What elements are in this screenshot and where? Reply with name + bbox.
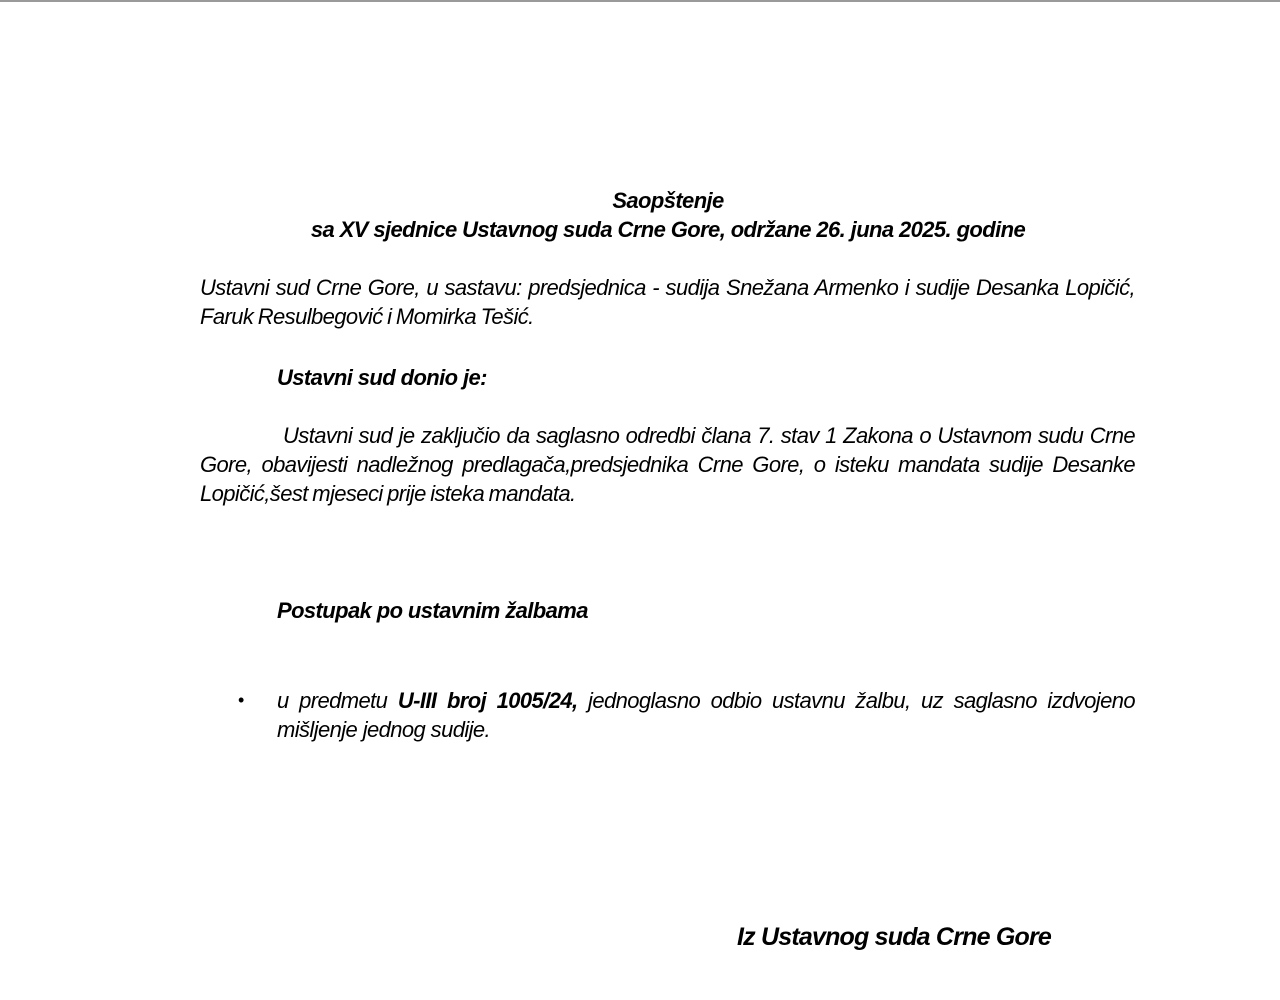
bullet-text: jednoglasno odbio ustavnu žalbu, uz saglasno izdvojeno mišljenje jednog sudije. [277, 688, 1135, 742]
list-item [277, 686, 1135, 744]
section-heading-complaints: Postupak po ustavnim žalbama [277, 598, 588, 623]
section-heading-decision: Ustavni sud donio je: [277, 365, 487, 390]
bullet-marker: • [238, 690, 244, 710]
decision-paragraph: Ustavni sud je zaključio da saglasno odredbi člana 7. stav 1 Zakona o Ustavnom sudu Crne Gore, obavijesti nadležnog predlagača,predsjednika Crne Gore, o isteku mandata sudije Desanke Lopičić,šest mjeseci prije isteka mandata. [200, 423, 1135, 506]
document-title: Saopštenje [612, 188, 724, 213]
intro-paragraph: Ustavni sud Crne Gore, u sastavu: predsjednica - sudija Snežana Armenko i sudije Desanka Lopičić, Faruk Resulbegović i Momirka Tešić. [200, 275, 1135, 329]
document-subtitle: sa XV sjednice Ustavnog suda Crne Gore, održane 26. juna 2025. godine [310, 217, 1026, 242]
case-number: U-III broj 1005/24, [397, 688, 578, 713]
bullet-prefix: u predmetu [277, 688, 398, 713]
signature: Iz Ustavnog suda Crne Gore [737, 923, 1051, 951]
